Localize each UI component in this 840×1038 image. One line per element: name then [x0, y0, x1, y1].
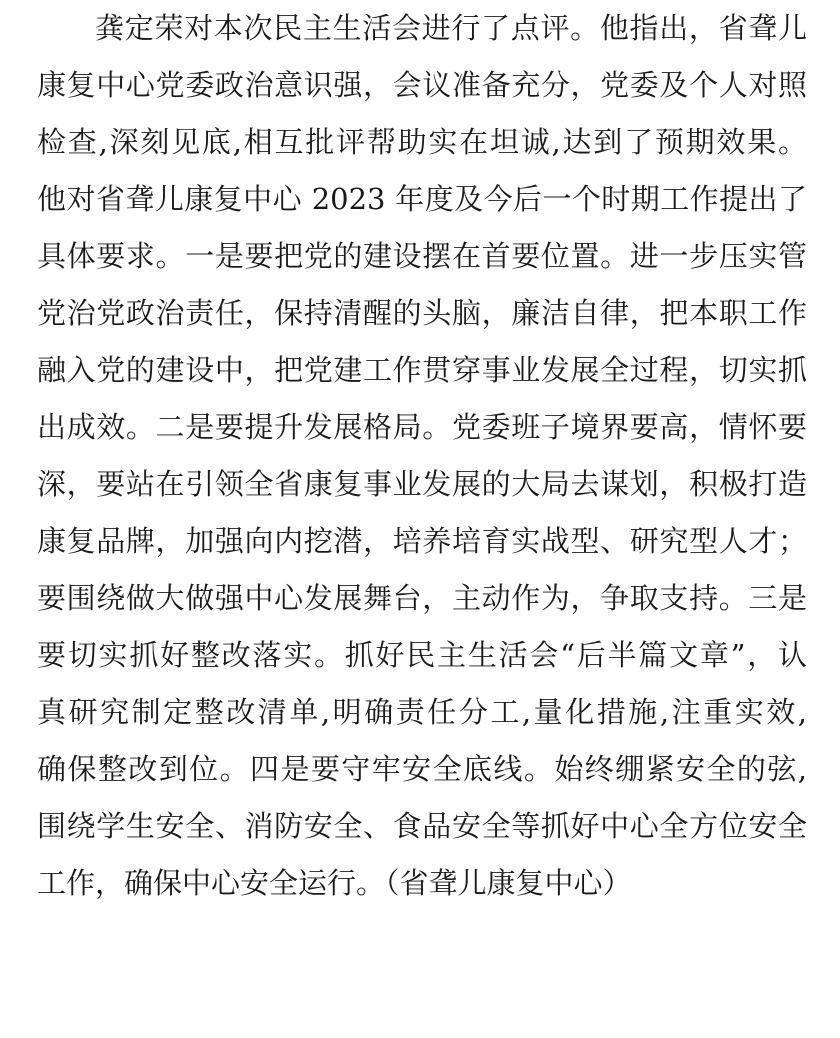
paragraph-line: 工作，确保中心安全运行。（省聋儿康复中心）	[37, 866, 632, 900]
paragraph-line: 深，要站在引领全省康复事业发展的大局去谋划，积极打造	[37, 467, 807, 501]
paragraph-line: 康复中心党委政治意识强，会议准备充分，党委及个人对照	[37, 68, 807, 102]
paragraph-line: 真研究制定整改清单,明确责任分工,量化措施,注重实效,	[37, 695, 807, 729]
paragraph-line: 康复品牌，加强向内挖潜，培养培育实战型、研究型人才；	[37, 524, 807, 558]
paragraph-line: 要围绕做大做强中心发展舞台，主动作为，争取支持。三是	[37, 581, 807, 615]
paragraph-line: 具体要求。一是要把党的建设摆在首要位置。进一步压实管	[37, 239, 807, 273]
paragraph-line: 确保整改到位。四是要守牢安全底线。始终绷紧安全的弦,	[37, 752, 807, 786]
paragraph-line: 围绕学生安全、消防安全、食品安全等抓好中心全方位安全	[37, 809, 807, 843]
paragraph-line: 出成效。二是要提升发展格局。党委班子境界要高，情怀要	[37, 410, 807, 444]
paragraph-line: 检查,深刻见底,相互批评帮助实在坦诚,达到了预期效果。	[37, 125, 807, 159]
paragraph-line: 要切实抓好整改落实。抓好民主生活会“后半篇文章”，认	[37, 638, 807, 672]
paragraph-line: 党治党政治责任，保持清醒的头脑，廉洁自律，把本职工作	[37, 296, 807, 330]
paragraph-line: 融入党的建设中，把党建工作贯穿事业发展全过程，切实抓	[37, 353, 807, 387]
paragraph-line: 龚定荣对本次民主生活会进行了点评。他指出，省聋儿	[95, 11, 807, 45]
paragraph-line: 他对省聋儿康复中心 2023 年度及今后一个时期工作提出了	[37, 182, 807, 216]
